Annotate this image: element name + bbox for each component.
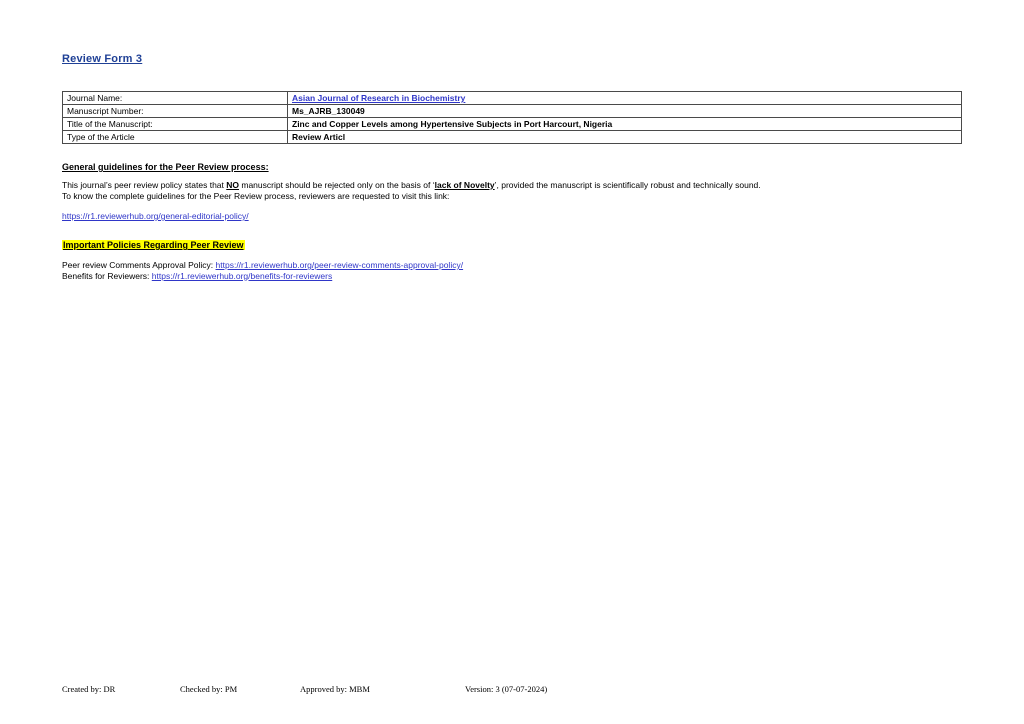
footer-approved-by: Approved by: MBM xyxy=(300,684,370,694)
article-type-value: Review Articl xyxy=(288,131,962,144)
guidelines-text-line2: To know the complete guidelines for the Peer Review process, reviewers are requested to visit this link: xyxy=(62,190,450,201)
guidelines-text: manuscript should be rejected only on the basis of ‘ xyxy=(239,180,435,190)
table-row xyxy=(63,131,962,144)
policies-heading xyxy=(62,240,245,250)
journal-name-link[interactable]: Asian Journal of Research in Biochemistry xyxy=(292,93,466,103)
editorial-policy-line xyxy=(62,211,972,222)
manuscript-info-table xyxy=(62,91,962,144)
table-row xyxy=(63,92,962,105)
policies-heading-text: Important Policies Regarding Peer Review xyxy=(63,240,244,250)
comments-approval-policy-label: Peer review Comments Approval Policy: xyxy=(62,260,216,270)
journal-name-label: Journal Name: xyxy=(63,92,288,105)
manuscript-number-value: Ms_AJRB_130049 xyxy=(288,105,962,118)
guidelines-paragraph xyxy=(62,180,972,201)
guidelines-heading: General guidelines for the Peer Review process: xyxy=(62,162,269,172)
table-row xyxy=(63,118,962,131)
footer-version: Version: 3 (07-07-2024) xyxy=(465,684,548,694)
general-editorial-policy-link[interactable]: https://r1.reviewerhub.org/general-editorial-policy/ xyxy=(62,211,249,221)
page-title: Review Form 3 xyxy=(62,53,143,65)
guidelines-novelty-emphasis: lack of Novelty xyxy=(434,180,495,190)
manuscript-title-label: Title of the Manuscript: xyxy=(63,118,288,131)
guidelines-text: ’, provided the manuscript is scientifically robust and technically sound. xyxy=(494,180,761,190)
footer-checked-by: Checked by: PM xyxy=(180,684,238,694)
page-footer xyxy=(0,684,1024,698)
footer-created-by: Created by: DR xyxy=(62,684,116,694)
comments-approval-policy-link[interactable]: https://r1.reviewerhub.org/peer-review-comments-approval-policy/ xyxy=(215,260,464,270)
article-type-label: Type of the Article xyxy=(63,131,288,144)
manuscript-number-label: Manuscript Number: xyxy=(63,105,288,118)
reviewer-benefits-label: Benefits for Reviewers: xyxy=(62,270,152,281)
reviewer-benefits-link[interactable]: https://r1.reviewerhub.org/benefits-for-reviewers xyxy=(151,270,333,281)
table-row xyxy=(63,105,962,118)
manuscript-title-value: Zinc and Copper Levels among Hypertensive Subjects in Port Harcourt, Nigeria xyxy=(288,118,962,131)
policies-links xyxy=(62,260,972,281)
guidelines-text: This journal’s peer review policy states that xyxy=(62,180,227,190)
guidelines-no-emphasis: NO xyxy=(226,180,240,190)
